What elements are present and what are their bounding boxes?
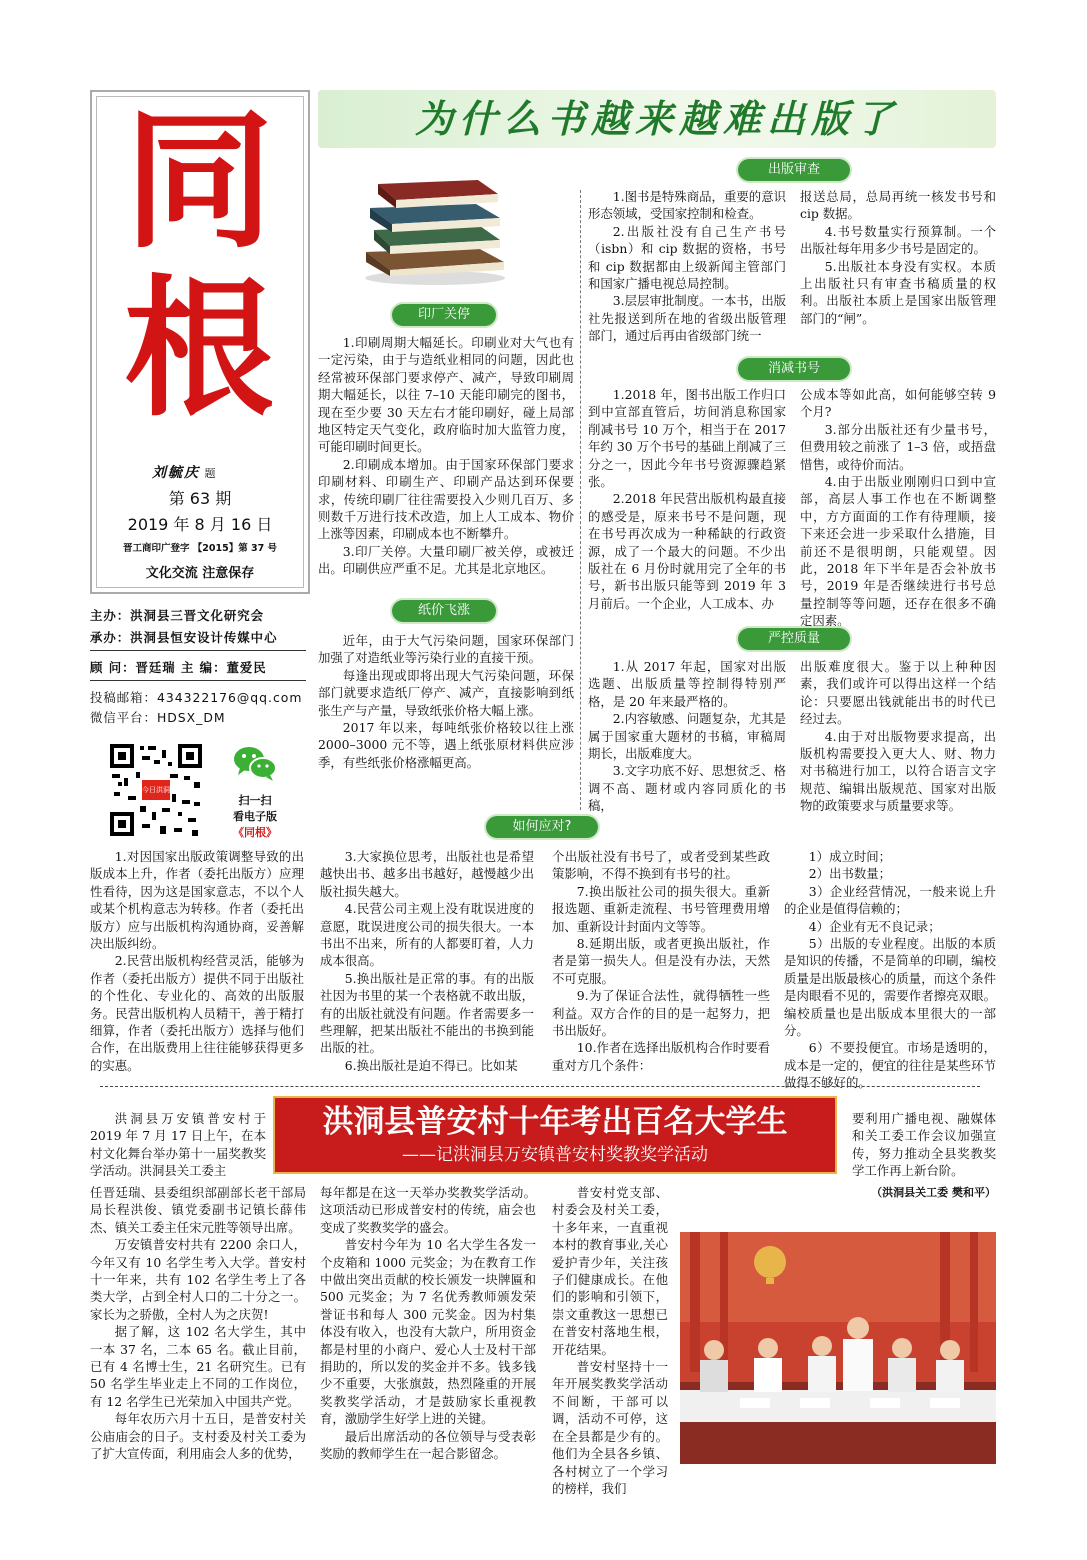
section-header-zhijia: 纸价飞涨 xyxy=(392,600,496,622)
paragraph: 公成本等如此高，如何能够空转 9 个月? xyxy=(800,387,996,420)
byline: （洪洞县关工委 樊和平） xyxy=(871,1185,996,1199)
paragraph: 8.延期出版，或者更换出版社，作者是第一损失人。但是没有办法，天然不可克服。 xyxy=(552,936,770,986)
paragraph: 3.文字功底不好、思想贫乏、格调不高、题材或内容同质化的书稿， xyxy=(588,763,786,814)
main-title: 为什么书越来越难出版了 xyxy=(414,96,899,141)
paragraph: 每逢出现或即将出现大气污染问题，环保部门就要求造纸厂停产、减产，直接影响到纸张生产与产量，导致纸张价格大幅上涨。 xyxy=(318,667,574,718)
news-subtitle: ——记洪洞县万安镇普安村奖教奖学活动 xyxy=(402,1145,708,1165)
page-divider xyxy=(100,1086,980,1087)
news-col1-top xyxy=(90,1110,266,1180)
paragraph: 7.换出版社公司的损失很大。重新报选题、重新走流程、书号管理费用增加、重新设计封面内文等等。 xyxy=(552,883,770,934)
books-illustration xyxy=(360,168,510,288)
scan-text-2: 看电子版 xyxy=(233,810,277,823)
section-header-yinchang: 印厂关停 xyxy=(392,304,496,326)
paragraph: 万安镇普安村共有 2200 余口人，今年又有 10 名学生考入大学。普安村十一年来，共有 102 名学生考上了各类大学，占到全村人口的二十分之一。家长为之骄傲，全村人为之庆贺! xyxy=(90,1237,306,1322)
paragraph: 普安村坚持十一年开展奖教奖学活动不间断，干部可以调，活动不可停，这在全县都是少有的。他们为全县各乡镇、各村树立了一个学习的榜样，我们 xyxy=(552,1359,668,1496)
section-yankong-col2 xyxy=(800,658,996,815)
news-col3 xyxy=(552,1184,668,1497)
paragraph: 1.从 2017 年起，国家对出版选题、出版质量等控制得特别严格，是 20 年来最严格的。 xyxy=(588,659,786,709)
news-title-banner xyxy=(273,1096,837,1174)
paragraph: 3.大家换位思考，出版社也是希望越快出书、越多出书越好，越慢越少出版社损失越大。 xyxy=(320,849,534,899)
news-col2 xyxy=(320,1184,536,1463)
section-header-ruhe: 如何应对? xyxy=(486,816,598,838)
scan-text-1: 扫一扫 xyxy=(238,794,272,807)
paragraph: 9.为了保证合法性，就得牺牲一些利益。双方合作的目的是一起努力，把书出版好。 xyxy=(552,988,770,1039)
paragraph: 6）不要投便宜。市场是透明的，成本是一定的，便宜的往往是某些环节做得不够好的。 xyxy=(784,1040,996,1091)
section-header-shencha: 出版审查 xyxy=(738,159,850,181)
advisor-editor-line: 顾 问：晋廷瑞 主 编：董爱民 xyxy=(90,660,267,675)
section-xiaojian-col1 xyxy=(588,386,786,612)
paragraph: 5.出版社本身没有实权。本质上出版社只有审查书稿质量的权利。出版社本质上是国家出版管理部门的“闸”。 xyxy=(800,258,996,326)
paragraph: 5.换出版社是正常的事。有的出版社因为书里的某一个表格就不敢出版，有的出版社就没有问题。作者需要多一些理解，把某出版社不能出的书换到能出版的社。 xyxy=(320,970,534,1056)
paragraph: 2.内容敏感、问题复杂，尤其是属于国家重大题材的书稿，审稿周期长，出版难度大。 xyxy=(588,711,786,762)
paragraph: 2.出版社没有自己生产书号（isbn）和 cip 数据的资格，书号和 cip 数据都由上级新闻主管部门和国家广播电视总局控制。 xyxy=(588,223,786,292)
issue-date: 2019 年 8 月 16 日 xyxy=(127,515,273,534)
paragraph: 要利用广播电视、融媒体和关工委工作会议加强宣传，努力推动全县奖教奖学工作再上新台阶。 xyxy=(852,1111,996,1179)
paragraph: 1.图书是特殊商品，重要的意识形态领域，受国家控制和检查。 xyxy=(588,189,786,222)
paragraph: 出版难度很大。鉴于以上种种因素，我们或许可以得出这样一个结论：只要愿出钱就能出书的时代已经过去。 xyxy=(800,659,996,727)
paragraph: 个出版社没有书号了，或者受到某些政策影响，不得不换到有书号的社。 xyxy=(552,849,770,882)
paragraph: 2）出书数量； xyxy=(808,866,892,882)
divider xyxy=(90,650,306,651)
section-header-xiaojian: 消减书号 xyxy=(738,358,850,380)
paragraph: 近年，由于大气污染问题，国家环保部门加强了对造纸业等污染行业的直接干预。 xyxy=(318,633,574,666)
masthead-box xyxy=(90,90,310,594)
news-title: 洪洞县普安村十年考出百名大学生 xyxy=(322,1104,788,1140)
section-header-yankong: 严控质量 xyxy=(738,628,850,650)
registration-number: 晋工商印广登字 【2015】第 37 号 xyxy=(122,543,278,554)
event-photo xyxy=(680,1232,996,1464)
host-line: 主办：洪洞县三晋文化研究会 xyxy=(90,608,265,623)
masthead-signature xyxy=(152,462,292,482)
divider xyxy=(90,680,306,681)
paragraph: 2.2018 年民营出版机构最直接的感受是，原来书号不是问题，现在书号再次成为一种稀缺的行政资源，成了一个最大的问题。不少出版社在 6 月份时就用完了全年的书号，新书出版只能等到 2019 年 3 月前后。一个企业，人工成本、办 xyxy=(588,491,786,611)
section-ruhe-col2 xyxy=(320,848,534,1074)
section-ruhe-col4 xyxy=(784,848,996,1092)
paragraph: 洪洞县万安镇普安村于 2019 年 7 月 17 日上午，在本村文化舞台举办第十一届奖教奖学活动。洪洞县关工委主 xyxy=(90,1111,266,1179)
masthead-title-char-1: 同 xyxy=(123,93,274,269)
paragraph: 1.2018 年，图书出版工作归口到中宣部直管后，坊间消息称国家削减书号 10 万个，相当于在 2017 年约 30 万个书号的基础上削减了三分之一，因此今年书号资源骤趋紧张。 xyxy=(588,387,786,490)
qr-code xyxy=(108,742,204,838)
paragraph: 2017 年以来，每吨纸张价格较以往上涨 2000–3000 元不等，遇上纸张原材料供应涉季，有些纸张价格涨幅更高。 xyxy=(318,720,574,770)
section-zhijia-text xyxy=(318,632,574,771)
paragraph: 每年农历六月十五日，是普安村关公庙庙会的日子。支村委及村关工委为了扩大宣传面，利用庙会人多的优势， xyxy=(90,1411,306,1462)
paragraph: 4.由于出版业刚刚归口到中宣部，高层人事工作也在不断调整中，方方面面的工作有待理顺，接下来还会进一步采取什么措施，目前还不是很明朗，只能观望。因此，2018 年下半年是否会补放书号，2019 年是否继续进行书号总量控制等等问题，还存在很多不确定因素。 xyxy=(800,474,996,629)
paragraph: 3）企业经营情况，一般来说上升的企业是值得信赖的； xyxy=(784,883,996,917)
paragraph: 2.印刷成本增加。由于国家环保部门要求印刷材料、印刷生产、印刷产品达到环保要求，传统印刷厂往往需要投入少则几百万、多则数千万进行技术改造，加上人工成本、物价上涨等因素，印刷成本也不断攀升。 xyxy=(318,456,574,542)
email-line: 投稿邮箱：434322176@qq.com xyxy=(90,690,303,705)
signature-name: 刘毓庆 xyxy=(152,465,200,481)
paragraph: 最后出席活动的各位领导与受表彰奖励的教师学生在一起合影留念。 xyxy=(320,1428,536,1462)
section-ruhe-col1 xyxy=(90,848,304,1074)
paragraph: 3.层层审批制度。一本书，出版社先报送到所在地的省级出版管理部门，通过后再由省级部门统一 xyxy=(588,293,786,344)
paragraph: 每年都是在这一天举办奖教奖学活动。这项活动已形成普安村的传统，庙会也变成了奖教奖学的盛会。 xyxy=(320,1185,536,1235)
section-xiaojian-col2 xyxy=(800,386,996,630)
paragraph: 报送总局，总局再统一核发书号和 cip 数据。 xyxy=(800,189,996,222)
masthead-title-char-2: 根 xyxy=(123,261,274,437)
qr-badge: 今日洪洞 xyxy=(142,786,170,794)
paragraph: 3.印厂关停。大量印刷厂被关停，或被迁出。印刷供应严重不足。尤其是北京地区。 xyxy=(318,543,574,577)
slogan: 文化交流 注意保存 xyxy=(145,566,255,581)
section-yinchang-text xyxy=(318,334,574,578)
paragraph: 据了解，这 102 名大学生，其中一本 37 名，二本 65 名。截止目前，已有 4 名博士生，21 名研究生。已有 50 名学生毕业走上不同的工作岗位，有 12 名学生已光荣加入中国共产党。 xyxy=(90,1324,306,1409)
paragraph: 4.书号数量实行预算制。一个出版社每年用多少书号是固定的。 xyxy=(800,223,996,257)
paragraph: 6.换出版社是迫不得已。比如某 xyxy=(344,1057,518,1073)
news-col1 xyxy=(90,1184,306,1463)
section-yankong-col1 xyxy=(588,658,786,815)
paragraph: 10.作者在选择出版机构合作时要看重对方几个条件： xyxy=(552,1040,770,1073)
section-shencha-col2 xyxy=(800,188,996,327)
paragraph: 普安村党支部、村委会及村关工委，十多年来，一直重视本村的教育事业,关心爱护青少年，关注孩子们健康成长。在他们的影响和引领下，崇文重教这一思想已在普安村落地生根，开花结果。 xyxy=(552,1185,668,1357)
paragraph: 普安村今年为 10 名大学生各发一个皮箱和 1000 元奖金；为在教育工作中做出突出贡献的校长颁发一块牌匾和 500 元奖金；为 7 名优秀教师颁发荣誉证书和每人 300 元奖金。因为村集体没有收入，也没有大款户，所用资金都是村里的小商户、爱心人士及村干部捐助的，所以发的奖金并不多。钱多钱少不重要，大张旗鼓，热烈隆重的开展奖教奖学活动，才是鼓励家长重视教育，激励学生好学上进的关键。 xyxy=(320,1237,536,1427)
scan-text-3: 《同根》 xyxy=(233,826,277,839)
paragraph: 1.对因国家出版政策调整导致的出版成本上升，作者（委托出版方）应理性看待，因为这是国家意志，不以个人或某个机构意志为转移。作者（委托出版方）应与出版机构沟通协商，妥善解决出版纠纷。 xyxy=(90,849,304,952)
column-separator xyxy=(580,190,581,810)
section-ruhe-col3 xyxy=(552,848,770,1074)
wechat-icon xyxy=(232,744,278,784)
organizer-line: 承办：洪洞县恒安设计传媒中心 xyxy=(90,630,278,645)
issue-number: 第 63 期 xyxy=(168,489,232,508)
news-col4 xyxy=(852,1110,996,1201)
paragraph: 5）出版的专业程度。出版的本质是知识的传播，不是简单的印刷，编校质量是出版最核心的质量，而这个条件是肉眼看不见的，需要作者擦亮双眼。编校质量也是出版成本里很大的一部分。 xyxy=(784,936,996,1039)
paragraph: 4.由于对出版物要求提高，出版机构需要投入更大人、财、物力对书稿进行加工，以符合语言文字规范、编辑出版规范、国家对出版物的政策要求与质量要求等。 xyxy=(800,728,996,814)
paragraph: 1）成立时间； xyxy=(808,849,892,864)
signature-suffix: 题 xyxy=(204,467,216,480)
paragraph: 任晋廷瑞、县委组织部副部长老干部局局长程洪俊、镇党委副书记镇长薛伟杰、镇关工委主任宋元胜等领导出席。 xyxy=(90,1185,306,1235)
paragraph: 1.印刷周期大幅延长。印刷业对大气也有一定污染，由于与造纸业相同的问题，因此也经常被环保部门要求停产、减产，导致印刷周期大幅延长，以往 7–10 天能印刷完的图书，现在至少要 30 天左右才能印刷好，碰上局部地区特定天气变化，政府临时加大监管力度，可能印刷时间更长。 xyxy=(318,335,574,455)
paragraph: 4.民营公司主观上没有耽误进度的意愿，耽误进度公司的损失很大。一本书出不出来，所有的人都要盯着，人力成本很高。 xyxy=(320,901,534,969)
wechat-line: 微信平台：HDSX_DM xyxy=(90,710,226,725)
section-shencha-col1 xyxy=(588,188,786,345)
paragraph: 3.部分出版社还有少量书号，但费用较之前涨了 1–3 倍，或捂盘惜售，或待价而沽。 xyxy=(800,421,996,472)
main-title-banner xyxy=(318,90,996,148)
paragraph: 2.民营出版机构经营灵活，能够为作者（委托出版方）提供不同于出版社的个性化、专业化的、高效的出版服务。民营出版机构人员精干，善于精打细算，作者（委托出版方）选择与他们合作，在出版费用上往往能够获得更多的实惠。 xyxy=(90,953,304,1073)
paragraph: 4）企业有无不良记录； xyxy=(808,918,941,934)
